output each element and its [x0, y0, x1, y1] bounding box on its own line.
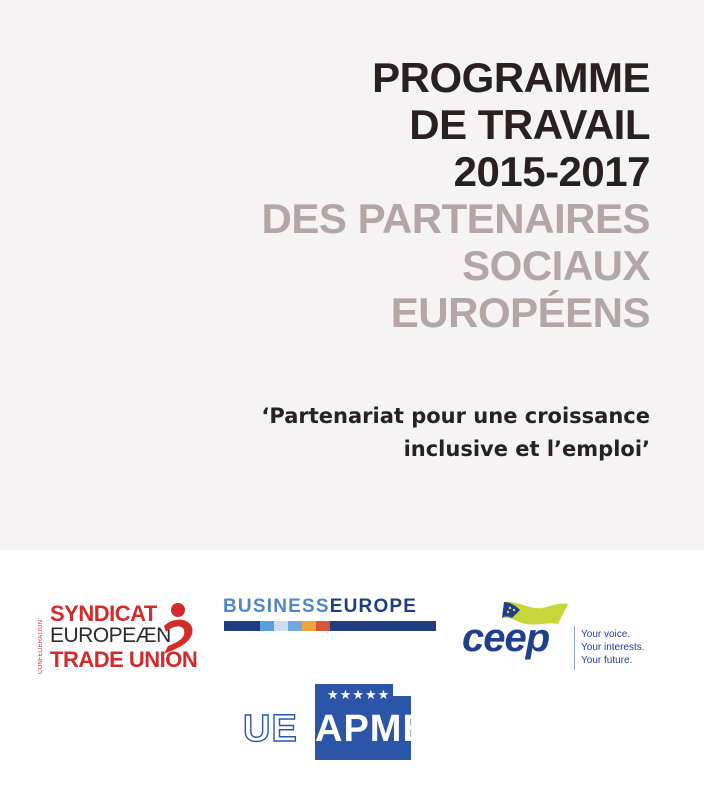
- businesseurope-part-2: EUROPE: [329, 596, 418, 617]
- businesseurope-logo: [223, 596, 437, 638]
- document-subtitle: [261, 400, 650, 466]
- ceep-tagline-line: Your future.: [581, 655, 633, 666]
- ceep-wordmark: ceep: [462, 616, 550, 660]
- etuc-line-2: EUROPEÆN: [50, 624, 171, 647]
- title-line: DE TRAVAIL: [409, 101, 650, 148]
- document-title: [262, 54, 650, 336]
- title-line: SOCIAUX: [462, 242, 650, 289]
- ceep-tagline-line: Your voice.: [581, 629, 631, 640]
- subtitle-line: inclusive et l’emploi’: [403, 437, 650, 461]
- ueapme-part-2: APME: [315, 708, 429, 750]
- title-line: DES PARTENAIRES: [261, 195, 650, 242]
- ueapme-logo: [243, 684, 429, 760]
- stripe-segment: [302, 621, 316, 631]
- businesseurope-part-1: BUSINESS: [223, 596, 330, 617]
- stripe-segment: [224, 621, 260, 631]
- stripe-segment: [288, 621, 302, 631]
- ceep-logo: [460, 600, 670, 676]
- stripe-segment: [260, 621, 274, 631]
- ueapme-stars-icon: ★★★★★: [327, 688, 391, 703]
- subtitle-line: ‘Partenariat pour une croissance: [261, 404, 650, 428]
- ceep-tagline: [581, 628, 645, 667]
- etuc-line-3: TRADE UNION: [50, 647, 198, 672]
- ueapme-part-1: UE: [243, 708, 298, 750]
- etuc-emblem-icon: [158, 600, 198, 660]
- title-line: EUROPÉENS: [390, 289, 650, 336]
- etuc-logo: [38, 600, 198, 678]
- stripe-segment: [274, 621, 288, 631]
- etuc-line-1: SYNDICAT: [50, 601, 157, 626]
- ueapme-notch: [393, 684, 411, 696]
- title-line: PROGRAMME: [372, 54, 650, 101]
- ceep-tagline-line: Your interests.: [581, 642, 645, 653]
- businesseurope-wordmark: [223, 596, 417, 618]
- ceep-divider: [574, 626, 575, 670]
- title-line: 2015-2017: [453, 148, 650, 195]
- stripe-segment: [330, 621, 436, 631]
- stripe-segment: [316, 621, 330, 631]
- etuc-vertical-text: CONFEDERATION: [38, 619, 44, 674]
- businesseurope-stripe: [224, 621, 436, 631]
